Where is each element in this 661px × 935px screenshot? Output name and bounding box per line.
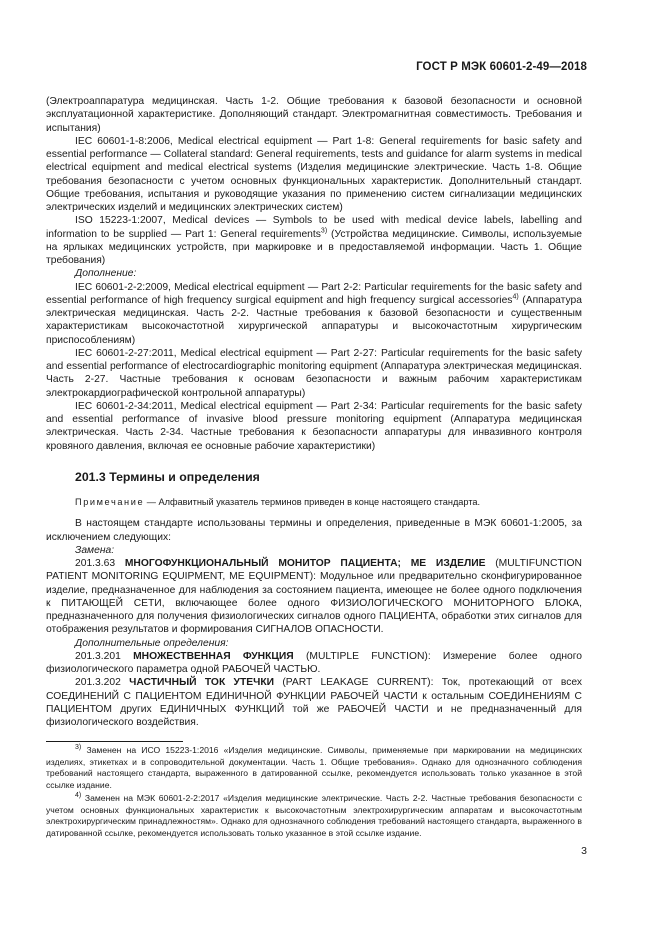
paragraph-iec-60601-1-2-tail: (Электроаппаратура медицинская. Часть 1-2. Общие требования к базовой безопасности и основной эксплуатационной характеристике. Дополняющий стандарт. Электромагнитная совместимость. Требования и испытания) — [46, 96, 582, 134]
additional-definitions-label: Дополнительные определения: — [75, 637, 229, 649]
term-201-3-201 — [46, 650, 582, 677]
page-number: 3 — [581, 845, 587, 857]
footnote-3 — [46, 745, 582, 791]
iso-15223-translation: (Устройства медицинские. Символы, используемые на ярлыках медицинских устройств, при маркировке и в предоставляемой информации. Часть 1. Общие требования) — [46, 228, 582, 266]
term-201-3-63 — [46, 557, 582, 637]
term-number: 201.3.63 — [75, 558, 125, 569]
standard-header: ГОСТ Р МЭК 60601-2-49—2018 — [416, 61, 587, 73]
footnote-ref-4[interactable]: 4) — [512, 293, 519, 301]
iso-15223-title: ISO 15223-1:2007, Medical devices — Symbols to be used with medical device labels, labelling and information to be supplied — Part 1: General requirements — [46, 215, 582, 240]
document-body — [46, 95, 582, 729]
footnote-mark-3: 3) — [75, 744, 82, 752]
paragraph-iec-60601-2-27: IEC 60601-2-27:2011, Medical electrical equipment — Part 2-27: Particular requirements for the basic safety and essential performance of electrocardiographic monitoring equipment (Аппаратура электрическая медицинская. Часть 2-27. Частные требования к основам безопасности и важным рабочим характеристикам электрокардиографической контрольной аппаратуры) — [46, 347, 582, 399]
term-number: 201.3.201 — [75, 650, 134, 662]
term-definition: (PART LEAKAGE CURRENT): Ток, протекающий от всех СОЕДИНЕНИЙ С ПАЦИЕНТОМ ЕДИНИЧНОЙ ФУНКЦИИ РАБОЧЕЙ ЧАСТИ к остальным СОЕДИНЕНИЯМ С ПАЦИЕНТОМ других ЕДИНИЧНЫХ ФУНКЦИЙ той же РАБОЧЕЙ ЧАСТИ и не предназначенный для физиологического воздействия. — [46, 677, 582, 728]
footnotes — [46, 745, 582, 841]
footnote-mark-4: 4) — [75, 792, 82, 800]
term-201-3-202 — [46, 676, 582, 729]
replacement-label: Замена: — [75, 544, 115, 556]
term-definition: (MULTIFUNCTION PATIENT MONITORING EQUIPMENT, ME EQUIPMENT): Модульное или предварительно сконфигурированное изделие, предназначенное для наблюдения за состоянием пациента, имеющее не более одного подключения к ПИТАЮЩЕЙ СЕТИ, включающее более одного ФИЗИОЛОГИЧЕСКОГО МОНИТОРНОГО БЛОКА, предназначенного для получения физиологических сигналов одного ПАЦИЕНТА, обработки этих сигналов для отображения результатов и формирования СИГНАЛОВ ОПАСНОСТИ. — [46, 558, 582, 636]
term-name: ЧАСТИЧНЫЙ ТОК УТЕЧКИ — [129, 677, 275, 689]
note-text: — Алфавитный указатель терминов приведен в конце настоящего стандарта. — [144, 497, 481, 507]
term-number: 201.3.202 — [75, 677, 130, 689]
paragraph-iec-60601-2-34: IEC 60601-2-34:2011, Medical electrical equipment — Part 2-34: Particular requirements for the basic safety and essential performance of invasive blood pressure monitoring equipment (Аппаратура медицинская электрическая. Часть 2-34. Частные требования к безопасности аппаратуры для инвазивного контроля кровяного давления, включая ее основные рабочие характеристики) — [46, 400, 582, 452]
paragraph-iso-15223-1 — [46, 214, 582, 267]
footnote-ref-3[interactable]: 3) — [320, 227, 328, 235]
paragraph-terms-intro: В настоящем стандарте использованы термины и определения, приведенные в МЭК 60601-1:2005, за исключением следующих: — [46, 518, 582, 543]
iec-60601-2-2-title: IEC 60601-2-2:2009, Medical electrical equipment — Part 2-2: Particular requirements for the basic safety and essential performance of high frequency surgical equipment and high frequency surgical accessories — [46, 281, 582, 306]
footnote-3-text: Заменен на ИСО 15223-1:2016 «Изделия медицинские. Символы, применяемые при маркировании на медицинских изделиях, этикетках и в сопроводительной документации. Часть 1. Общие требования». Однако для однозначного соблюдения требований настоящего стандарта, выраженного в датированной ссылке, рекомендуется использовать только указанное в этой ссылке издание. — [46, 745, 582, 790]
footnote-4 — [46, 793, 582, 839]
note — [46, 496, 582, 509]
footnote-4-text: Заменен на МЭК 60601-2-2:2017 «Изделия медицинские электрические. Часть 2-2. Частные требования безопасности с учетом основных функциональных характеристик к высокочастотным электрохирургическим аппаратам и высокочастотным электрохирургическим принадлежностям». Однако для однозначного соблюдения требований настоящего стандарта, выраженного в датированной ссылке, рекомендуется использовать только указанное в этой ссылке издание. — [46, 793, 582, 838]
note-label: Примечание — [75, 497, 145, 507]
paragraph-iec-60601-1-8: IEC 60601-1-8:2006, Medical electrical equipment — Part 1-8: General requirements for basic safety and essential performance — Collateral standard: General requirements, tests and guidance for alarm systems in medical electrical equipment and medical electrical systems (Изделия медицинские электрические. Часть 1-8. Общие требования безопасности с учетом основных функциональных характеристик. Дополнительный стандарт. Общие требования, испытания и руководящие указания по применению систем сигнализации медицинских электрических изделий и медицинских электрических систем) — [46, 135, 582, 213]
term-name: МНОЖЕСТВЕННАЯ ФУНКЦИЯ — [133, 650, 294, 662]
paragraph-iec-60601-2-2 — [46, 281, 582, 347]
footnote-separator — [46, 741, 183, 742]
addition-label: Дополнение: — [75, 268, 137, 280]
iec-60601-2-2-translation: (Аппаратура электрическая медицинская. Часть 2-2. Частные требования к базовой безопасности и существенным характеристикам высокочастотной хирургической аппаратуры и высокочастотным хирургическим приспособлениям) — [46, 294, 582, 346]
term-name: МНОГОФУНКЦИОНАЛЬНЫЙ МОНИТОР ПАЦИЕНТА; ME ИЗДЕЛИЕ — [124, 558, 486, 569]
term-definition: (MULTIPLE FUNCTION): Измерение более одного физиологического параметра одной РАБОЧЕЙ ЧАСТЬЮ. — [46, 650, 582, 675]
section-heading: 201.3 Термины и определения — [75, 469, 260, 484]
